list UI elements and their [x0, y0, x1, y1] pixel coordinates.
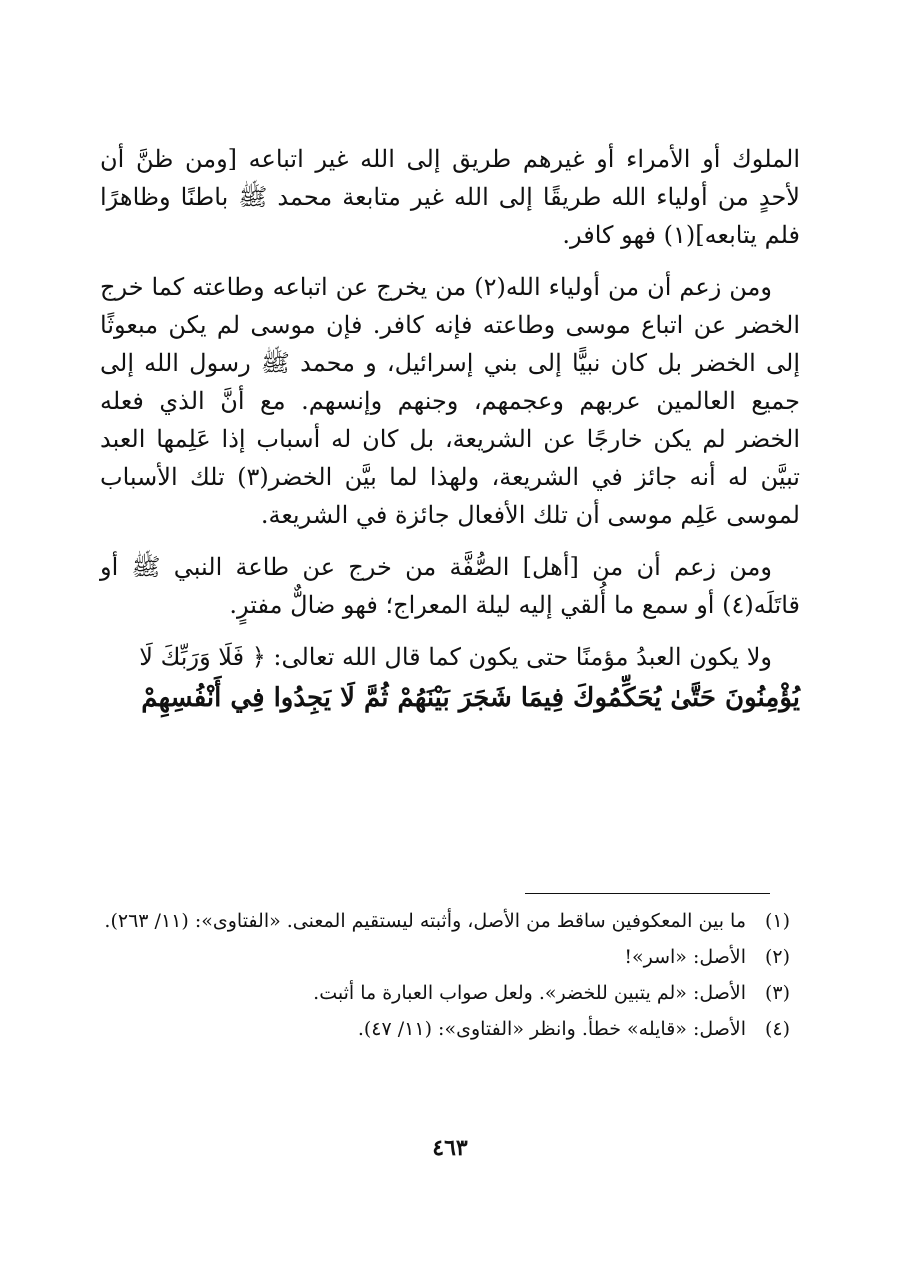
footnote-3: [100, 977, 790, 1009]
footnote-text: الأصل: «اسر»!: [624, 946, 746, 968]
footnote-text: ما بين المعكوفين ساقط من الأصل، وأثبته ليستقيم المعنى. «الفتاوى»: (١١/ ٢٦٣).: [104, 910, 746, 932]
quran-verse-line: يُؤْمِنُونَ حَتَّىٰ يُحَكِّمُوكَ فِيمَا شَجَرَ بَيْنَهُمْ ثُمَّ لَا يَجِدُوا فِي أَنْفُسِهِمْ: [141, 683, 800, 713]
page-number: ٤٦٣: [432, 1135, 468, 1161]
paragraph-4: ولا يكون العبدُ مؤمنًا حتى يكون كما قال الله تعالى: ﴿ فَلَا وَرَبِّكَ لَا: [139, 643, 772, 671]
paragraph-1: الملوك أو الأمراء أو غيرهم طريق إلى الله غير اتباعه [ومن ظنَّ أن لأحدٍ من أولياء الله طريقًا إلى الله غير متابعة محمد ﷺ باطنًا وظاهرًا فلم يتابعه](١) فهو كافر.: [100, 145, 800, 249]
paragraph-3: ومن زعم أن من [أهل] الصُّفَّة من خرج عن طاعة النبي ﷺ أو قاتَلَه(٤) أو سمع ما أُلقي إليه ليلة المعراج؛ فهو ضالٌّ مفترٍ.: [100, 553, 800, 619]
footnotes: [100, 905, 790, 1049]
footnote-number: (٣): [764, 982, 790, 1004]
footnote-number: (١): [764, 910, 790, 932]
footnote-number: (٢): [764, 946, 790, 968]
footnote-divider: [525, 893, 770, 894]
footnote-2: [100, 941, 790, 973]
main-text: [100, 140, 800, 734]
footnote-text: الأصل: «لم يتبين للخضر». ولعل صواب العبارة ما أثبت.: [313, 982, 746, 1004]
footnote-1: [100, 905, 790, 937]
footnote-number: (٤): [764, 1018, 790, 1040]
footnote-text: الأصل: «قايله» خطأ. وانظر «الفتاوى»: (١١/ ٤٧).: [357, 1018, 746, 1040]
footnote-4: [100, 1013, 790, 1045]
paragraph-2: ومن زعم أن من أولياء الله(٢) من يخرج عن اتباعه وطاعته كما خرج الخضر عن اتباع موسى وطاعته فإنه كافر. فإن موسى لم يكن مبعوثًا إلى الخضر بل كان نبيًّا إلى بني إسرائيل، و محمد ﷺ رسول الله إلى جميع العالمين عربهم وعجمهم، وجنهم وإنسهم. مع أنَّ الذي فعله الخضر لم يكن خارجًا عن الشريعة، بل كان له أسباب إذا عَلِمها العبد تبيَّن له أنه جائز في الشريعة، ولهذا لما بيَّن الخضر(٣) تلك الأسباب لموسى عَلِم موسى أن تلك الأفعال جائزة في الشريعة.: [100, 273, 800, 529]
